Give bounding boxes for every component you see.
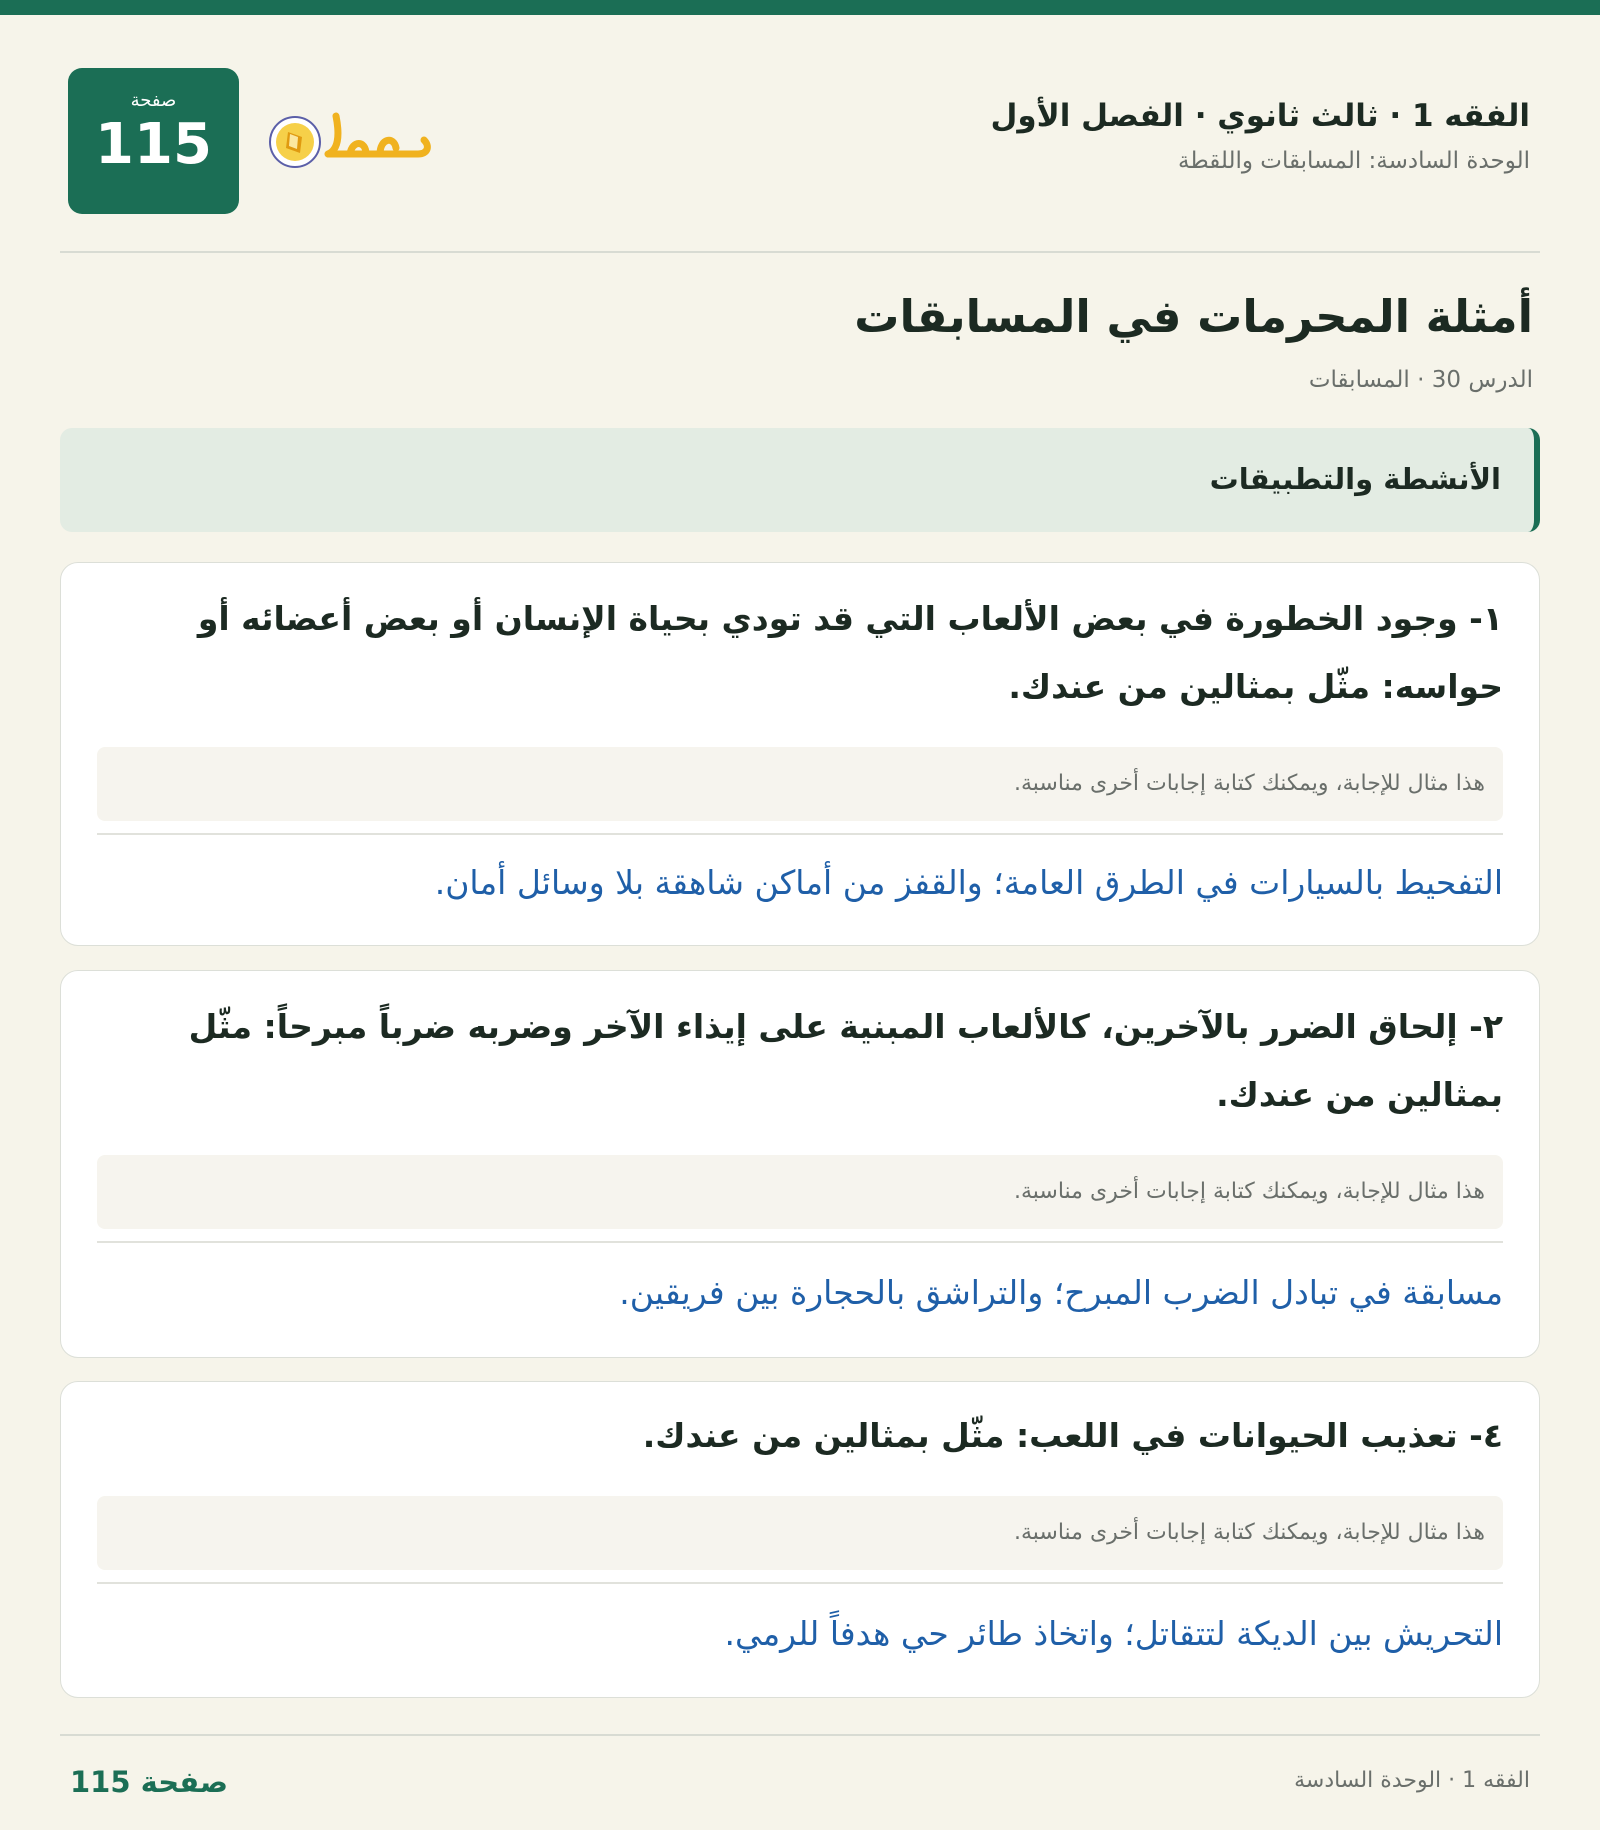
question-card <box>60 1381 1540 1698</box>
hulul-logo <box>268 106 438 176</box>
section-header <box>60 428 1540 532</box>
question-text: ٤- تعذيب الحيوانات في اللعب: مثّل بمثالين من عندك. <box>642 1416 1503 1455</box>
page-badge-label: صفحة <box>130 90 177 111</box>
question-text: ١- وجود الخطورة في بعض الألعاب التي قد تودي بحياة الإنسان أو بعض أعضائه أو حواسه: مثّل بمثالين من عندك. <box>197 599 1503 706</box>
page-badge-number: 115 <box>95 112 212 177</box>
answer-text: التحريش بين الديكة لتتقاتل؛ واتخاذ طائر حي هدفاً للرمي. <box>724 1614 1503 1653</box>
answer-text: التفحيط بالسيارات في الطرق العامة؛ والقفز من أماكن شاهقة بلا وسائل أمان. <box>434 863 1503 902</box>
page-title: أمثلة المحرمات في المسابقات <box>854 290 1533 343</box>
header-divider <box>60 251 1540 253</box>
footer-page-number: صفحة 115 <box>70 1765 229 1799</box>
question-card <box>60 970 1540 1358</box>
question-card <box>60 562 1540 946</box>
answer-note: هذا مثال للإجابة، ويمكنك كتابة إجابات أخرى مناسبة. <box>97 1155 1503 1229</box>
lesson-line: الدرس 30 · المسابقات <box>1308 367 1533 393</box>
answer-note: هذا مثال للإجابة، ويمكنك كتابة إجابات أخرى مناسبة. <box>97 1496 1503 1570</box>
answer-divider <box>97 1582 1503 1584</box>
subject-line: الفقه 1 · ثالث ثانوي · الفصل الأول <box>990 98 1530 134</box>
question-text: ٢- إلحاق الضرر بالآخرين، كالألعاب المبنية على إيذاء الآخر وضربه ضرباً مبرحاً: مثّل بمثالين من عندك. <box>188 1007 1503 1114</box>
section-title: الأنشطة والتطبيقات <box>1209 462 1501 496</box>
header-text <box>990 98 1530 174</box>
page-header <box>60 68 1540 218</box>
page-number-badge <box>68 68 239 214</box>
answer-text: مسابقة في تبادل الضرب المبرح؛ والتراشق بالحجارة بين فريقين. <box>619 1273 1503 1312</box>
hulul-logo-icon <box>268 106 438 176</box>
answer-divider <box>97 833 1503 835</box>
unit-line: الوحدة السادسة: المسابقات واللقطة <box>1178 148 1530 174</box>
answer-note: هذا مثال للإجابة، ويمكنك كتابة إجابات أخرى مناسبة. <box>97 747 1503 821</box>
top-accent-bar <box>0 0 1600 15</box>
footer-divider <box>60 1734 1540 1736</box>
answer-divider <box>97 1241 1503 1243</box>
footer-course-info: الفقه 1 · الوحدة السادسة <box>1294 1768 1530 1793</box>
